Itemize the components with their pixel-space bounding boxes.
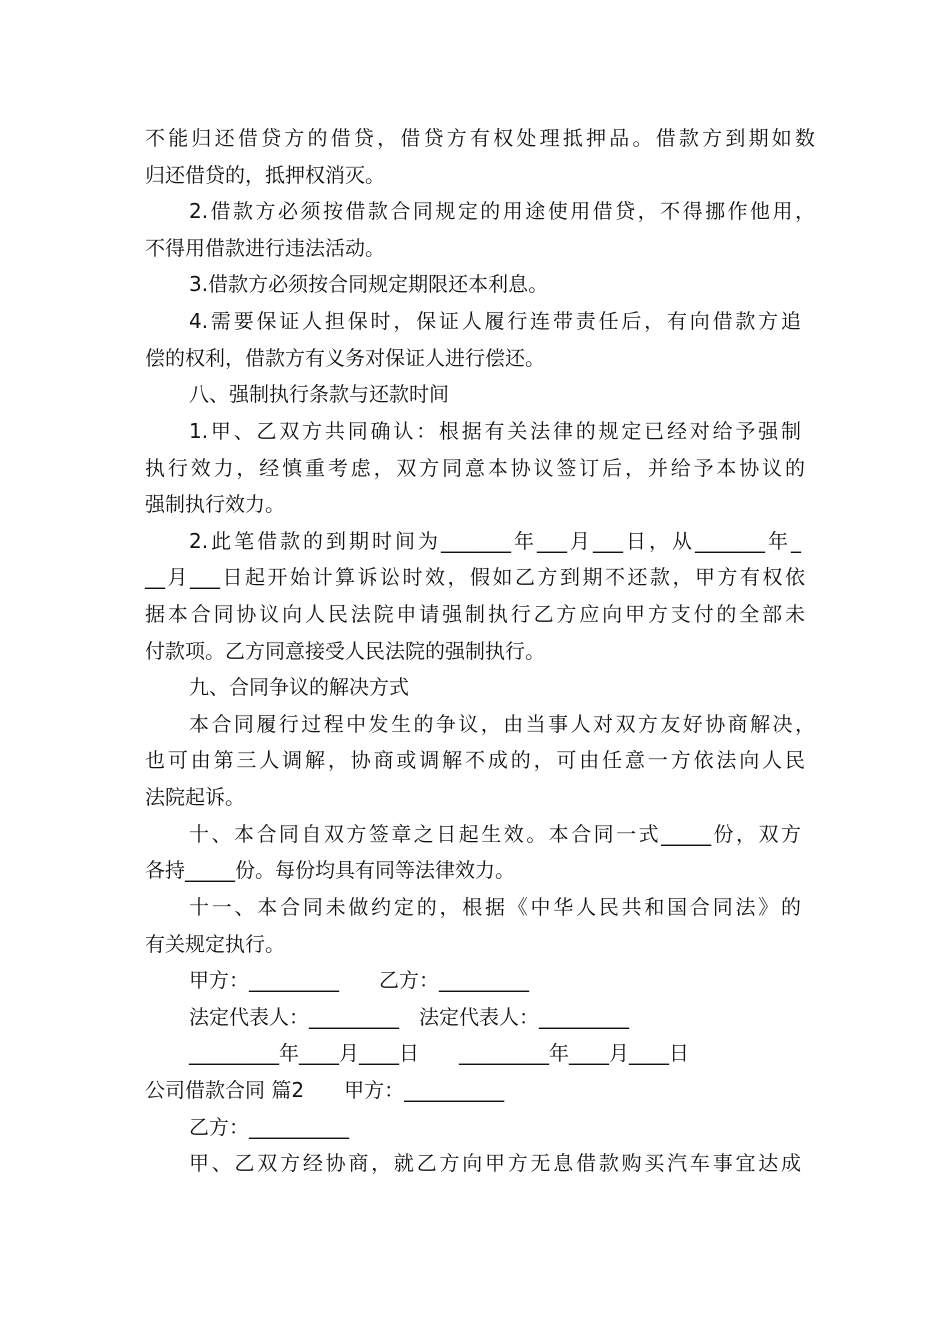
text-line: 归还借贷的，抵押权消灭。	[145, 163, 385, 187]
section-heading: 九、合同争议的解决方式	[189, 675, 409, 699]
date-line: _________年____月____日 _________年____月____日	[189, 1041, 689, 1065]
signature-line: 乙方：__________	[189, 1115, 349, 1139]
section-title: 公司借款合同 篇2 甲方：__________	[145, 1078, 505, 1102]
text-line: 2.此笔借款的到期时间为_______年___月___日，从_______年_	[189, 529, 801, 553]
text-line: 法院起诉。	[145, 785, 245, 809]
text-line: 甲、乙双方经协商，就乙方向甲方无息借款购买汽车事宜达成	[189, 1151, 801, 1175]
text-line: 2.借款方必须按借款合同规定的用途使用借贷，不得挪作他用，	[189, 199, 815, 223]
text-line: 本合同履行过程中发生的争议，由当事人对双方友好协商解决，	[189, 712, 815, 736]
signature-line: 甲方：_________ 乙方：_________	[189, 968, 529, 992]
text-line: 不能归还借贷方的借贷，借贷方有权处理抵押品。借款方到期如数	[145, 126, 815, 150]
text-line: 偿的权利，借款方有义务对保证人进行偿还。	[145, 346, 545, 370]
text-line: 4.需要保证人担保时，保证人履行连带责任后，有向借款方追	[189, 309, 801, 333]
text-line: 3.借款方必须按合同规定期限还本利息。	[189, 272, 549, 296]
signature-line: 法定代表人：_________ 法定代表人：_________	[189, 1005, 629, 1029]
text-line: 强制执行效力。	[145, 492, 285, 516]
text-line: 十、本合同自双方签章之日起生效。本合同一式_____份，双方	[189, 822, 801, 846]
text-line: 执行效力，经慎重考虑，双方同意本协议签订后，并给予本协议的	[145, 456, 805, 480]
text-line: 也可由第三人调解，协商或调解不成的，可由任意一方依法向人民	[145, 748, 805, 772]
text-line: 十一、本合同未做约定的，根据《中华人民共和国合同法》的	[189, 895, 801, 919]
text-line: 各持_____份。每份均具有同等法律效力。	[145, 858, 515, 882]
section-heading: 八、强制执行条款与还款时间	[189, 382, 449, 406]
text-line: 有关规定执行。	[145, 932, 285, 956]
text-line: 不得用借款进行违法活动。	[145, 236, 385, 260]
text-line: __月___日起开始计算诉讼时效，假如乙方到期不还款，甲方有权依	[145, 565, 805, 589]
text-line: 据本合同协议向人民法院申请强制执行乙方应向甲方支付的全部未	[145, 602, 805, 626]
text-line: 付款项。乙方同意接受人民法院的强制执行。	[145, 639, 545, 663]
text-line: 1.甲、乙双方共同确认：根据有关法律的规定已经对给予强制	[189, 419, 801, 443]
